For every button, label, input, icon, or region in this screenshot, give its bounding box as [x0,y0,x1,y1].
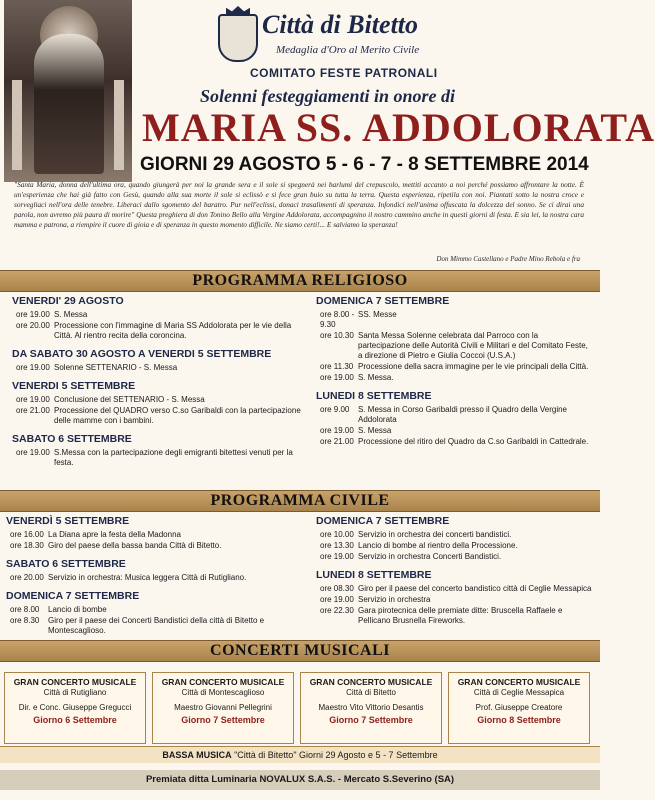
schedule-row [12,448,302,468]
schedule-row [316,584,594,594]
concert-maestro: Maestro Vito Vittorio Desantis [318,703,424,712]
concert-maestro: Dir. e Conc. Giuseppe Gregucci [18,703,132,712]
schedule-description: Processione del ritiro del Quadro da C.so Garibaldi in Cattedrale. [358,437,589,446]
schedule-time: ore 19.00 [320,595,354,604]
schedule-description: Servizio in orchestra dei concerti bandistici. [358,530,512,539]
religious-program-left [12,288,302,469]
concert-heading: GRAN CONCERTO MUSICALE [457,677,581,687]
schedule-time: ore 22.30 [320,606,354,615]
day-heading: DA SABATO 30 AGOSTO A VENERDI 5 SETTEMBRE [12,348,272,360]
city-name: Città di Bitetto [262,10,419,39]
schedule-row [316,606,594,626]
day-heading: LUNEDI 8 SETTEMBRE [316,390,432,402]
concert-heading: GRAN CONCERTO MUSICALE [13,677,137,687]
schedule-row [316,405,591,425]
concert-heading: GRAN CONCERTO MUSICALE [161,677,285,687]
schedule-row [12,406,302,426]
religious-program-banner: PROGRAMMA RELIGIOSO [0,270,600,292]
medal-subtitle: Medaglia d'Oro al Merito Civile [276,44,420,56]
civil-program-right [316,508,594,627]
schedule-time: ore 8.00 [10,605,40,614]
schedule-time: ore 11.30 [320,362,354,371]
schedule-description: Processione del QUADRO verso C.so Garibaldi con la partecipazione delle mamme con i bambini. [54,406,301,425]
schedule-row [316,373,591,383]
quote-signature: Don Mimmo Castellano e Padre Mino Rebola e fra [436,255,580,263]
schedule-time: ore 19.00 [320,552,354,561]
civil-program-banner: PROGRAMMA CIVILE [0,490,600,512]
schedule-time: ore 08.30 [320,584,354,593]
bassa-musica-text: "Città di Bitetto" Giorni 29 Agosto e 5 - 7 Settembre [234,750,438,760]
concert-date: Giorno 8 Settembre [477,715,561,725]
day-heading: DOMENICA 7 SETTEMBRE [6,590,140,602]
concert-city: Città di Rutigliano [43,688,107,697]
schedule-time: ore 19.00 [16,448,50,457]
schedule-row [6,573,302,583]
schedule-description: Conclusione del SETTENARIO - S. Messa [54,395,205,404]
schedule-time: ore 19.00 [16,363,50,372]
concert-city: Città di Ceglie Messapica [473,688,565,697]
event-dates: GIORNI 29 AGOSTO 5 - 6 - 7 - 8 SETTEMBRE 2014 [140,154,589,175]
day-heading: SABATO 6 SETTEMBRE [12,433,132,445]
schedule-description: SS. Messe [358,310,397,319]
schedule-description: Gara pirotecnica delle premiate ditte: Bruscella Raffaele e Pellicano Brusnella Fireworks. [358,606,563,625]
schedule-description: Giro per il paese dei Concerti Bandistici della città di Bitetto e Montescaglioso. [48,616,265,635]
day-heading: VENERDI 5 SETTEMBRE [12,380,136,392]
schedule-description: S.Messa con la partecipazione degli emigranti bitettesi venuti per la festa. [54,448,293,467]
schedule-time: ore 20.00 [16,321,50,330]
schedule-time: ore 8.30 [10,616,40,625]
schedule-description: Santa Messa Solenne celebrata dal Parroco con la partecipazione delle Autorità Civili e Militari e del Comitato Feste, a direzione di Pietro e Giulia Coccoi (U.S.A.) [358,331,588,360]
schedule-time: ore 19.00 [16,310,50,319]
concert-card [152,672,294,744]
schedule-time: ore 16.00 [10,530,44,539]
schedule-row [316,552,594,562]
schedule-description: Servizio in orchestra: Musica leggera Città di Rutigliano. [48,573,247,582]
day-heading: DOMENICA 7 SETTEMBRE [316,295,450,307]
crown-icon [226,6,250,15]
schedule-row [316,595,594,605]
schedule-row [6,605,302,615]
concert-date: Giorno 7 Settembre [329,715,413,725]
schedule-description: Lancio di bombe al rientro della Processione. [358,541,518,550]
bassa-musica-label: BASSA MUSICA [162,750,232,760]
figure-shape [34,34,104,174]
concert-date: Giorno 6 Settembre [33,715,117,725]
concert-maestro: Maestro Giovanni Pellegrini [174,703,272,712]
schedule-row [12,321,302,341]
schedule-description: S. Messa. [358,373,394,382]
madonna-statue-image [4,0,132,182]
concert-card [4,672,146,744]
concerts-banner: CONCERTI MUSICALI [0,640,600,662]
bassa-musica-line [0,746,600,763]
schedule-time: ore 19.00 [320,426,354,435]
schedule-row [316,541,594,551]
schedule-row [12,310,302,320]
concert-city: Città di Bitetto [346,688,396,697]
schedule-description: Lancio di bombe [48,605,107,614]
schedule-description: Giro per il paese del concerto bandistico città di Ceglie Messapica [358,584,592,593]
schedule-time: ore 20.00 [10,573,44,582]
event-subtitle: Solenni festeggiamenti in onore di [200,86,456,106]
schedule-time: ore 21.00 [16,406,50,415]
schedule-time: ore 8.00 - 9.30 [320,310,355,329]
schedule-description: Giro del paese della bassa banda Città di Bitetto. [48,541,222,550]
schedule-description: Servizio in orchestra Concerti Bandistici. [358,552,502,561]
schedule-time: ore 13.30 [320,541,354,550]
schedule-description: S. Messa [54,310,88,319]
city-crest-icon [218,14,258,62]
schedule-row [6,616,302,636]
schedule-description: Processione della sacra immagine per le vie principali della Città. [358,362,589,371]
schedule-time: ore 19.00 [16,395,50,404]
schedule-description: Processione con l'immagine di Maria SS Addolorata per le vie della Città. Al rientro recita della coroncina. [54,321,292,340]
event-title: MARIA SS. ADDOLORATA [142,105,655,150]
schedule-row [316,331,591,361]
schedule-row [316,437,591,447]
schedule-time: ore 19.00 [320,373,354,382]
civil-program-left [6,508,302,637]
schedule-row [316,362,591,372]
concert-city: Città di Montescaglioso [181,688,265,697]
schedule-description: S. Messa in Corso Garibaldi presso il Quadro della Vergine Addolorata [358,405,567,424]
day-heading: SABATO 6 SETTEMBRE [6,558,126,570]
candle-right [114,80,124,170]
schedule-time: ore 10.00 [320,530,354,539]
schedule-row [316,426,591,436]
luminaria-line: Premiata ditta Luminaria NOVALUX S.A.S. - Mercato S.Severino (SA) [0,770,600,790]
day-heading: LUNEDI 8 SETTEMBRE [316,569,432,581]
schedule-row [12,363,302,373]
day-heading: VENERDI' 29 AGOSTO [12,295,124,307]
concert-card [448,672,590,744]
religious-program-right [316,288,591,448]
schedule-time: ore 18.30 [10,541,44,550]
concert-heading: GRAN CONCERTO MUSICALE [309,677,433,687]
schedule-description: La Diana apre la festa della Madonna [48,530,181,539]
schedule-time: ore 10.30 [320,331,354,340]
concert-card [300,672,442,744]
schedule-time: ore 9.00 [320,405,350,414]
schedule-description: S. Messa [358,426,392,435]
schedule-time: ore 21.00 [320,437,354,446]
day-heading: DOMENICA 7 SETTEMBRE [316,515,450,527]
schedule-description: Servizio in orchestra [358,595,431,604]
committee-title: COMITATO FESTE PATRONALI [250,66,438,80]
candle-left [12,80,22,170]
day-heading: VENERDÌ 5 SETTEMBRE [6,515,130,527]
schedule-row [6,541,302,551]
schedule-description: Solenne SETTENARIO - S. Messa [54,363,178,372]
schedule-row [316,310,591,330]
schedule-row [6,530,302,540]
concert-maestro: Prof. Giuseppe Creatore [475,703,563,712]
concert-date: Giorno 7 Settembre [181,715,265,725]
schedule-row [12,395,302,405]
schedule-row [316,530,594,540]
prayer-quote: "Santa Maria, donna dell'ultima ora, quando giungerà per noi la grande sera e il sole si spegnerà nei barlumi del crepuscolo, mettiti accanto a noi perché possiamo affrontare la notte. È un'esperienza che hai già fatto con Gesù, quando alla sua morte il sole si eclissò e si fece gran buio su tutta la terra. Questa esperienza, ripetila con noi. Piantati sotto la nostra croce e sorvegliaci nell'ora delle tenebre. Liberaci dallo sgomento del baratro. Pur nell'eclissi, donaci trasalimenti di speranza. Infondici nell'anima offuscata la dolcezza del sonno. Se ci dirai una parola, non avremo più paura di morire" Questa preghiera di don Tonino Bello alla Vergine Addolorata, accompagnino il nostro cammino anche in questi giorni di festa. E sia lei, la nostra cara mamma e patrona, a riempire il cuore di gioia e di speranza in questo momento difficile. Ne siamo certi!... E salviamo la speranza! [14,180,584,229]
